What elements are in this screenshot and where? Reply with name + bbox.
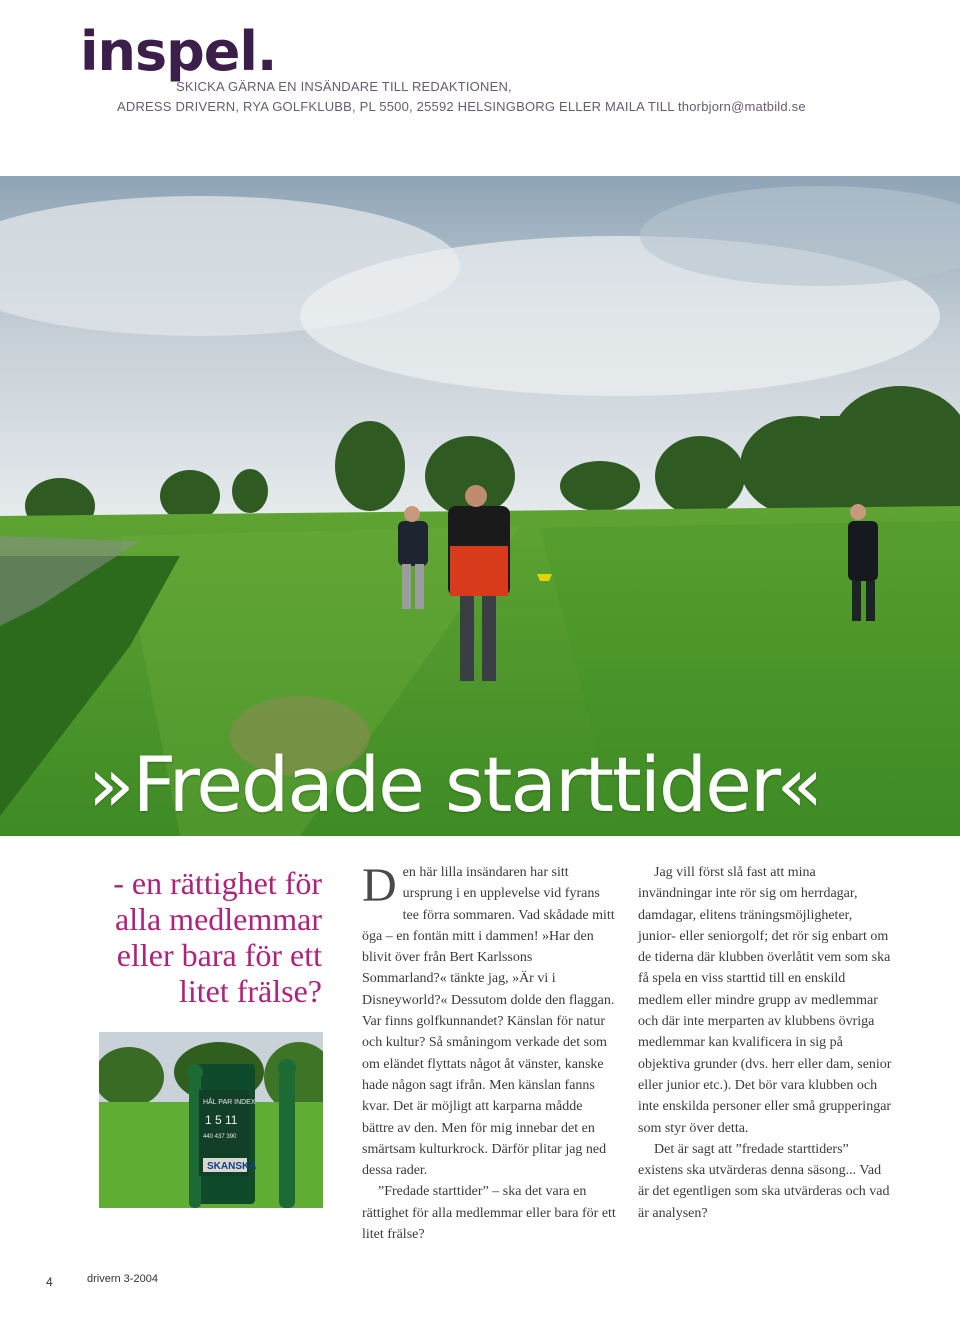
submission-note: SKICKA GÄRNA EN INSÄNDARE TILL REDAKTIONEN, — [176, 79, 512, 94]
paragraph: Det är sagt att ”fredade starttiders” existens ska utvärderas denna säsong... Vad är det egentligen som ska utvärderas och vad är analysen? — [638, 1141, 890, 1221]
dek-line: eller bara för ett — [116, 937, 322, 973]
article-column-2 — [638, 862, 892, 1224]
dek-line: - en rättighet för — [113, 865, 322, 901]
submission-address: ADRESS DRIVERN, RYA GOLFKLUBB, PL 5500, 25592 HELSINGBORG ELLER MAILA TILL thorbjorn@matbild.se — [117, 99, 806, 114]
paragraph: ”Fredade starttider” – ska det vara en rättighet för alla medlemmar eller bara för ett litet frälse? — [362, 1184, 616, 1243]
paragraph-text: en här lilla insändaren har sitt ursprung i en upplevelse vid fyrans tee förra sommaren. Vad skådade mitt öga – en fontän mitt i dammen! »Har den blivit över från Bert Karlssons Sommarland?« tänkte jag, »Är vi i Disneyworld?« Dessutom dolde den flaggan. Var finns golfkunnandet? Känslan för natur och kultur? Så småningom verkade det som om eländet flyttats något åt vänster, kanske hade någon sagt ifrån. Men känslan fanns kvar. Det är möjligt att karparna mådde bättre av den. Men för mig innebar det en smärtsam kulturkrock. Därför plitar jag ned dessa rader. — [362, 865, 615, 1179]
article-column-1 — [362, 859, 616, 1245]
page-number: 4 — [46, 1275, 53, 1289]
paragraph — [362, 859, 616, 1181]
section-title: inspel. — [80, 20, 277, 83]
dek-line: alla medlemmar — [114, 901, 322, 937]
dek-line: litet frälse? — [178, 973, 322, 1009]
sign-values: 1 5 11 — [205, 1113, 238, 1127]
paragraph: Jag vill först slå fast att mina invändningar inte rör sig om herrdagar, damdagar, elitens träningsmöjligheter, junior- eller seniorgolf; det rör sig enbart om de tiderna där klubben överlåtit vem som ska få spela en viss starttid till en enskild medlem eller mindre grupp av medlemmar och där inte merparten av klubbens övriga medlemmar kan kvalificera in sig på objektiva grunder (dvs. herr eller dam, senior eller junior etc.). Det bör vara klubben och inte enskilda personer eller små grupperingar som styr över detta. — [638, 865, 892, 1136]
magazine-issue: drivern 3-2004 — [87, 1273, 158, 1285]
dek — [60, 865, 322, 1009]
headline: »Fredade starttider« — [88, 740, 821, 829]
sign-brand: SKANSKA — [207, 1161, 257, 1172]
sign-lengths: 440 437 390 — [203, 1134, 237, 1140]
tee-sign-photo — [99, 1032, 323, 1208]
sign-header: HÅL PAR INDEX — [203, 1099, 256, 1106]
dropcap: D — [362, 859, 397, 912]
